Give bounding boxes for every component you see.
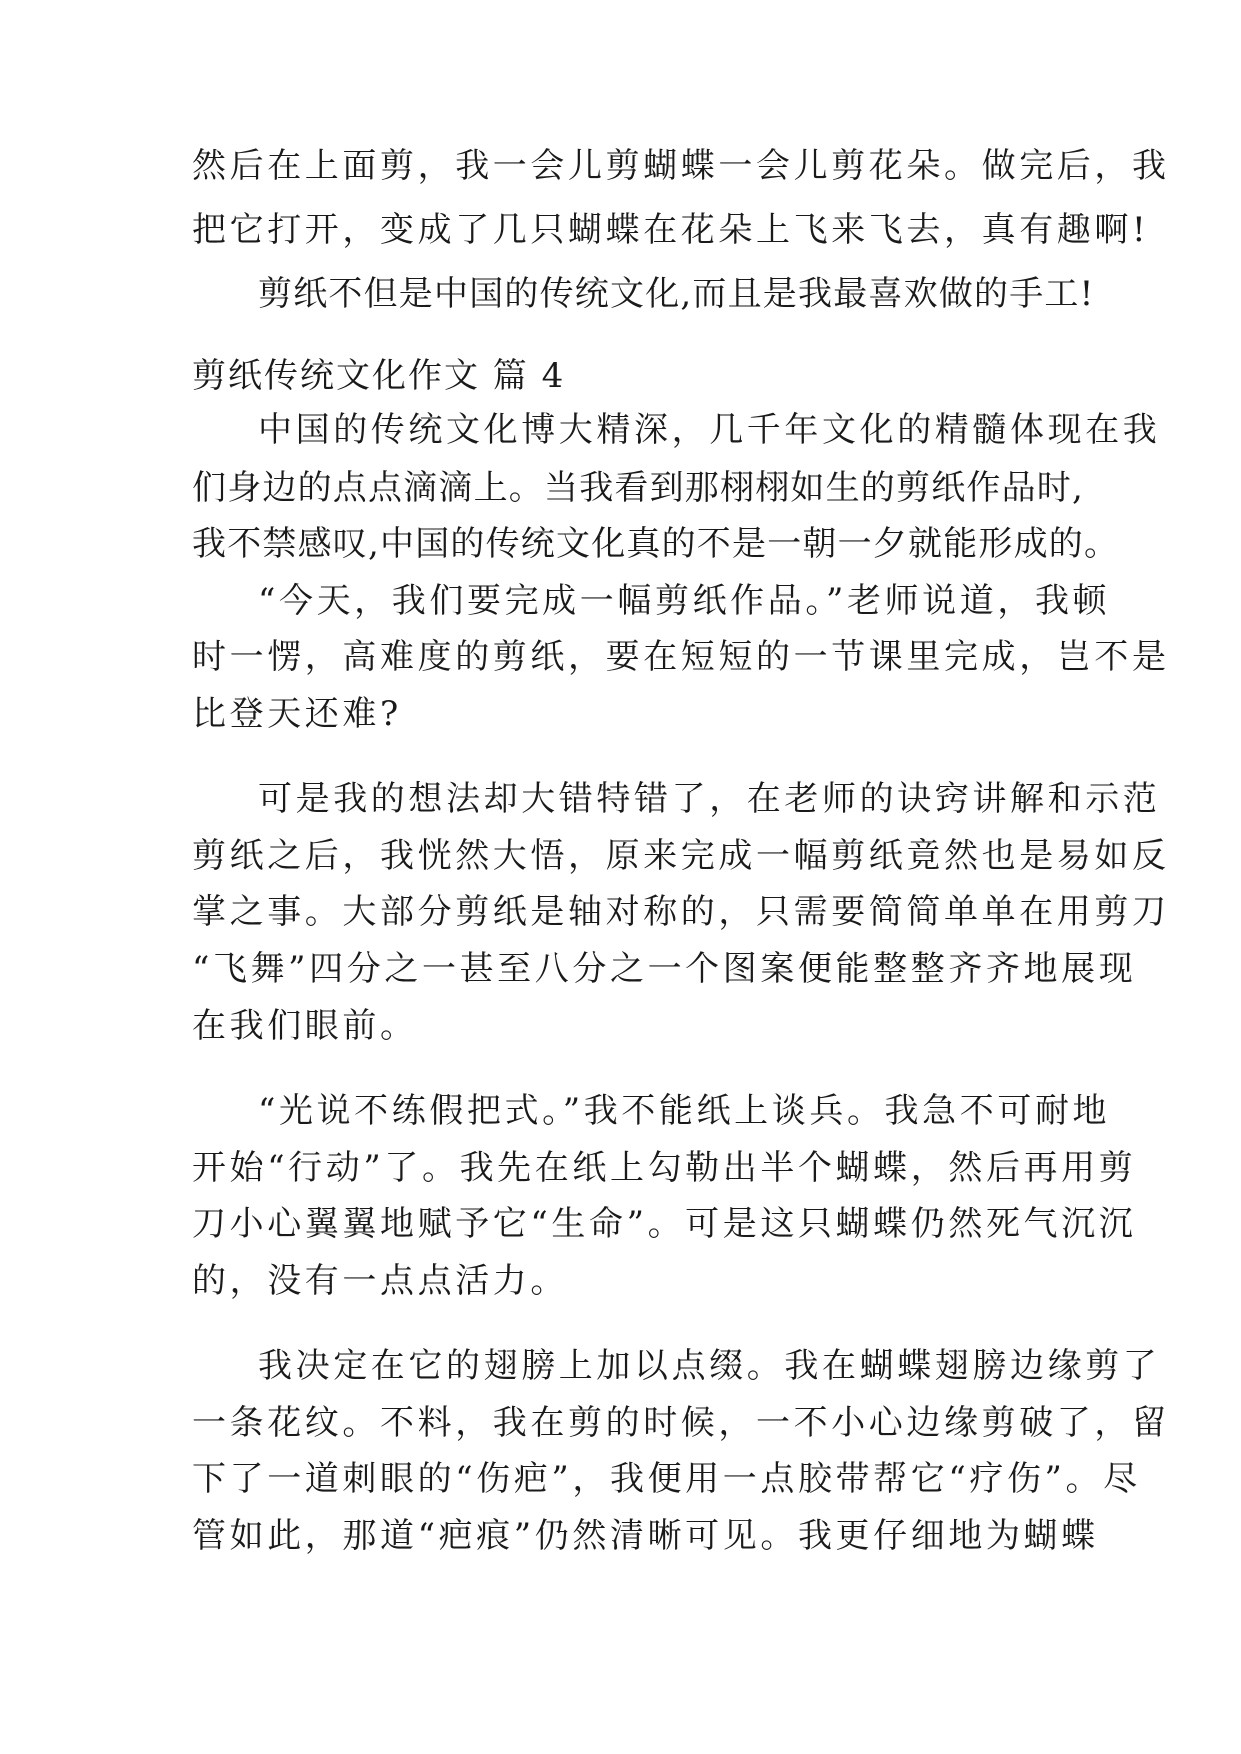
text-line: 刀小心翼翼地赋予它“生命”。可是这只蝴蝶仍然死气沉沉 [192,1204,1137,1244]
text-line: 们身边的点点滴滴上。当我看到那栩栩如生的剪纸作品时, [192,468,1085,508]
text-line: 我决定在它的翅膀上加以点缀。我在蝴蝶翅膀边缘剪了 [258,1346,1161,1386]
text-line: 可是我的想法却大错特错了，在老师的诀窍讲解和示范 [258,779,1161,819]
text-line: 把它打开，变成了几只蝴蝶在花朵上飞来飞去，真有趣啊! [192,210,1150,250]
text-line: 我不禁感叹,中国的传统文化真的不是一朝一夕就能形成的。 [192,524,1120,564]
text-line: 时一愣，高难度的剪纸，要在短短的一节课里完成，岂不是 [192,637,1170,677]
text-line: 中国的传统文化博大精深，几千年文化的精髓体现在我 [258,410,1161,450]
text-line: 开始“行动”了。我先在纸上勾勒出半个蝴蝶，然后再用剪 [192,1148,1137,1188]
text-line: 一条花纹。不料，我在剪的时候，一不小心边缘剪破了，留 [192,1403,1170,1443]
text-line: “飞舞”四分之一甚至八分之一个图案便能整整齐齐地展现 [192,949,1137,989]
text-line: 然后在上面剪，我一会儿剪蝴蝶一会儿剪花朵。做完后，我 [192,146,1170,186]
text-line: 掌之事。大部分剪纸是轴对称的，只需要简简单单在用剪刀 [192,892,1170,932]
text-line: “光说不练假把式。”我不能纸上谈兵。我急不可耐地 [258,1091,1111,1131]
text-line: 剪纸之后，我恍然大悟，原来完成一幅剪纸竟然也是易如反 [192,836,1170,876]
text-line: 下了一道刺眼的“伤疤”，我便用一点胶带帮它“疗伤”。尽 [192,1459,1141,1499]
text-line: 比登天还难? [192,694,402,734]
text-line: 的，没有一点点活力。 [192,1261,568,1301]
text-line: “今天，我们要完成一幅剪纸作品。”老师说道，我顿 [258,581,1111,621]
text-line: 管如此，那道“疤痕”仍然清晰可见。我更仔细地为蝴蝶 [192,1516,1099,1556]
section-title: 剪纸传统文化作文 篇 4 [192,356,566,396]
text-line: 在我们眼前。 [192,1006,418,1046]
closing-paragraph: 剪纸不但是中国的传统文化,而且是我最喜欢做的手工! [258,274,1095,314]
